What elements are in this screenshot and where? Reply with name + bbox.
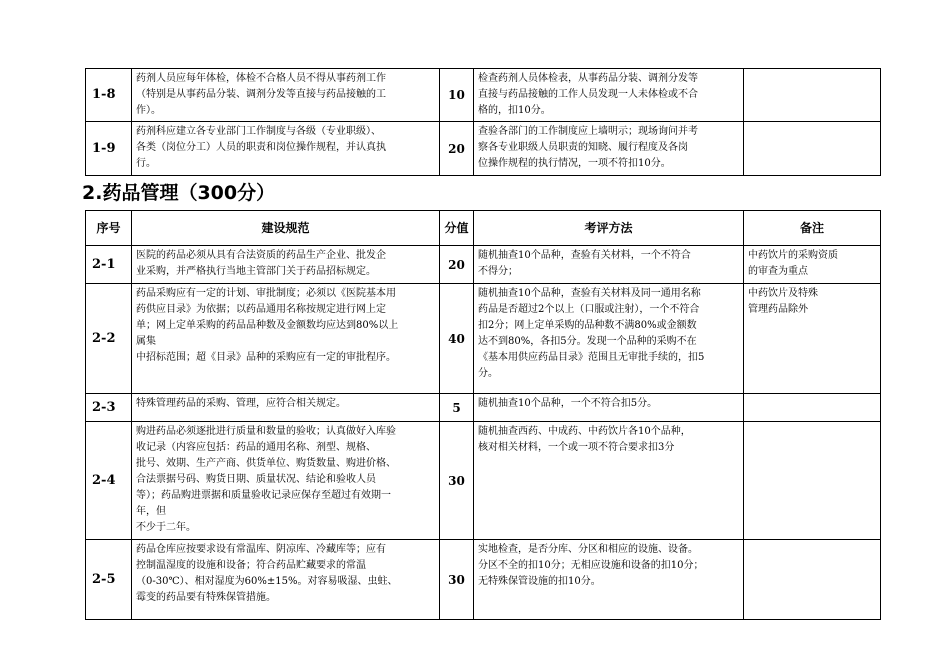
spec-cell-line: 医院的药品必须从具有合法资质的药品生产企业、批发企: [136, 250, 386, 261]
spec-cell-line: 控制温湿度的设施和设备；符合药品贮藏要求的常温: [136, 560, 366, 571]
spec-cell-line: 购进药品必须逐批进行质量和数量的验收；认真做好入库验: [136, 426, 396, 437]
note-cell-line: 的审查为重点: [748, 266, 808, 277]
spec-cell-line: （特别是从事药品分装、调剂分发等直接与药品接触的工: [136, 89, 386, 100]
method-cell-line: 随机抽查10个品种，查验有关材料及同一通用名称: [478, 288, 701, 299]
top-table: [85, 68, 881, 176]
note-cell: [744, 540, 881, 620]
spec-cell-line: 药剂科应建立各专业部门工作制度与各级（专业职级）、: [136, 126, 381, 137]
spec-cell-line: 单；网上定单采购的药品品种数及金额数均应达到80%以上: [136, 320, 399, 331]
spec-cell-line: 收记录（内容应包括：药品的通用名称、剂型、规格、: [136, 442, 376, 453]
spec-cell: [132, 422, 440, 540]
method-cell-line: 察各专业职级人员职责的知晓、履行程度及各岗: [478, 142, 688, 153]
row-number: 2-1: [86, 246, 132, 284]
note-cell: [744, 422, 881, 540]
row-number: 1-8: [86, 69, 132, 122]
method-cell-line: 检查药剂人员体检表，从事药品分装、调剂分发等: [478, 73, 698, 84]
table-row: [86, 540, 881, 620]
score-cell: 20: [440, 246, 474, 284]
method-cell: [474, 246, 744, 284]
score-cell: 10: [440, 69, 474, 122]
note-cell-line: 中药饮片的采购资质: [748, 250, 838, 261]
note-cell: [744, 69, 881, 122]
table-row: [86, 422, 881, 540]
spec-cell: [132, 394, 440, 422]
method-cell: [474, 394, 744, 422]
method-cell-line: 扣2分；网上定单采购的品种数不满80%或金额数: [478, 320, 697, 331]
method-cell: [474, 122, 744, 176]
spec-cell: [132, 246, 440, 284]
method-cell-line: 随机抽查西药、中成药、中药饮片各10个品种，: [478, 426, 691, 437]
score-cell: 20: [440, 122, 474, 176]
spec-cell-line: 合法票据号码、购货日期、质量状况、结论和验收人员: [136, 474, 376, 485]
row-number: 2-3: [86, 394, 132, 422]
spec-cell-line: 霉变的药品要有特殊保管措施。: [136, 592, 276, 603]
method-cell-line: 《基本用供应药品目录》范围且无审批手续的，扣5: [478, 352, 705, 363]
method-cell-line: 查验各部门的工作制度应上墙明示；现场询问并考: [478, 126, 698, 137]
method-cell: [474, 422, 744, 540]
note-cell: [744, 394, 881, 422]
method-cell-line: 核对相关材料，一个或一项不符合要求扣3分: [478, 442, 675, 453]
score-cell: 30: [440, 540, 474, 620]
method-cell-line: 药品是否超过2个以上（口服或注射），一个不符合: [478, 304, 700, 315]
method-cell-line: 无特殊保管设施的扣10分。: [478, 576, 601, 587]
spec-cell-line: 不少于二年。: [136, 522, 196, 533]
spec-cell-line: 等）；药品购进票据和质量验收记录应保存至超过有效期一: [136, 490, 391, 501]
header-num: 序号: [86, 211, 132, 246]
spec-cell-line: 行。: [136, 158, 156, 169]
method-cell: [474, 69, 744, 122]
table-row: [86, 69, 881, 122]
method-cell-line: 达不到80%，各扣5分。发现一个品种的采购不在: [478, 336, 697, 347]
header-spec: 建设规范: [132, 211, 440, 246]
spec-cell-line: 各类（岗位分工）人员的职责和岗位操作规程，并认真执: [136, 142, 386, 153]
method-cell-line: 随机抽查10个品种，一个不符合扣5分。: [478, 398, 658, 409]
spec-cell-line: 中招标范围；超《目录》品种的采购应有一定的审批程序。: [136, 352, 396, 363]
note-cell: [744, 122, 881, 176]
method-cell-line: 不得分；: [478, 266, 518, 277]
row-number: 2-4: [86, 422, 132, 540]
spec-cell-line: 年，但: [136, 506, 166, 517]
method-cell-line: 分区不全的扣10分；无相应设施和设备的扣10分；: [478, 560, 704, 571]
spec-cell-line: 属集: [136, 336, 156, 347]
table-row: [86, 246, 881, 284]
row-number: 2-2: [86, 284, 132, 394]
spec-cell-line: 药品仓库应按要求设有常温库、阴凉库、冷藏库等；应有: [136, 544, 386, 555]
method-cell: [474, 540, 744, 620]
section-title: 2.药品管理（300分）: [82, 182, 276, 204]
spec-cell: [132, 284, 440, 394]
row-number: 1-9: [86, 122, 132, 176]
method-cell-line: 位操作规程的执行情况，一项不符扣10分。: [478, 158, 671, 169]
method-cell-line: 直接与药品接触的工作人员发现一人未体检或不合: [478, 89, 698, 100]
spec-cell-line: 作）。: [136, 105, 161, 116]
note-cell: [744, 284, 881, 394]
table-header-row: [86, 211, 881, 246]
spec-cell-line: 药供应目录》为依据；以药品通用名称按规定进行网上定: [136, 304, 386, 315]
method-cell-line: 随机抽查10个品种，查验有关材料，一个不符合: [478, 250, 691, 261]
score-cell: 5: [440, 394, 474, 422]
spec-cell-line: 药品采购应有一定的计划、审批制度；必须以《医院基本用: [136, 288, 396, 299]
note-cell: [744, 246, 881, 284]
note-cell-line: 管理药品除外: [748, 304, 808, 315]
method-cell-line: 实地检查，是否分库、分区和相应的设施、设备。: [478, 544, 698, 555]
spec-cell-line: 特殊管理药品的采购、管理，应符合相关规定。: [136, 398, 346, 409]
spec-cell-line: 批号、效期、生产产商、供货单位、购货数量、购进价格、: [136, 458, 396, 469]
spec-cell-line: 业采购，并严格执行当地主管部门关于药品招标规定。: [136, 266, 376, 277]
score-cell: 40: [440, 284, 474, 394]
header-method: 考评方法: [474, 211, 744, 246]
method-cell-line: 格的，扣10分。: [478, 105, 551, 116]
spec-cell: [132, 540, 440, 620]
spec-cell-line: 药剂人员应每年体检，体检不合格人员不得从事药剂工作: [136, 73, 386, 84]
spec-cell: [132, 69, 440, 122]
header-score: 分值: [440, 211, 474, 246]
drug-management-table: [85, 210, 881, 620]
table-row: [86, 122, 881, 176]
table-row: [86, 394, 881, 422]
header-note: 备注: [744, 211, 881, 246]
score-cell: 30: [440, 422, 474, 540]
table-row: [86, 284, 881, 394]
method-cell-line: 分。: [478, 368, 498, 379]
method-cell: [474, 284, 744, 394]
note-cell-line: 中药饮片及特殊: [748, 288, 818, 299]
spec-cell: [132, 122, 440, 176]
row-number: 2-5: [86, 540, 132, 620]
spec-cell-line: （0-30℃）、相对湿度为60%±15%。对容易吸湿、虫蛀、: [136, 576, 398, 587]
